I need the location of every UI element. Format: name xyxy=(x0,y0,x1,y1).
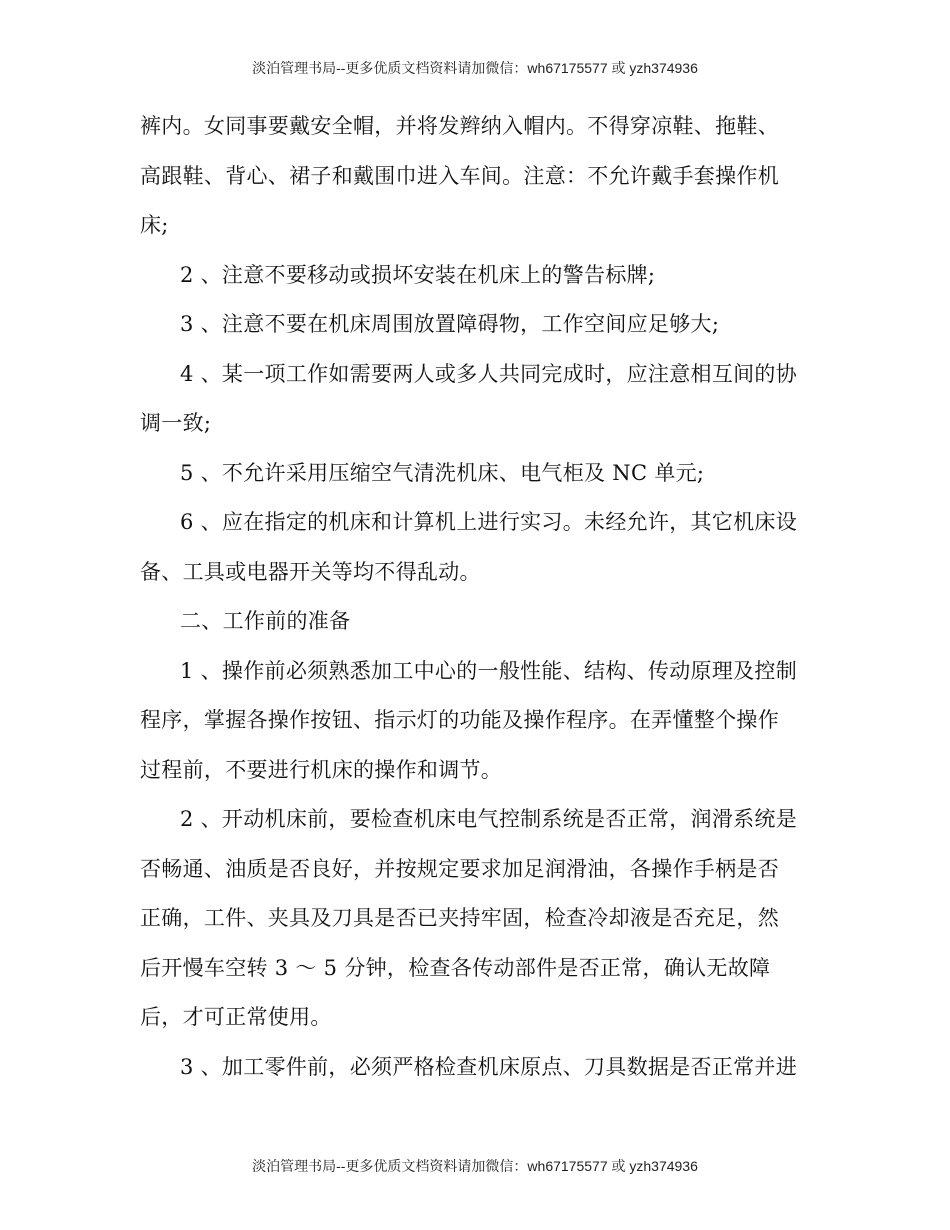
text-line: 后，才可正常使用。 xyxy=(140,1005,332,1029)
text-line: 3 、加工零件前，必须严格检查机床原点、刀具数据是否正常并进 xyxy=(180,1054,798,1079)
text-line: 二、工作前的准备 xyxy=(180,609,351,633)
text-line: 调一致; xyxy=(140,411,212,435)
text-line: 6 、应在指定的机床和计算机上进行实习。未经允许，其它机床设 xyxy=(180,510,798,534)
page-footer: 淡泊管理书局--更多优质文档资料请加微信：wh67175577 或 yzh374936 xyxy=(252,1158,698,1174)
text-line: 1 、操作前必须熟悉加工中心的一般性能、结构、传动原理及控制 xyxy=(180,658,798,683)
text-line: 后开慢车空转 3 ～ 5 分钟，检查各传动部件是否正常，确认无故障 xyxy=(140,955,771,980)
text-line: 正确，工件、夹具及刀具是否已夹持牢固，检查冷却液是否充足，然 xyxy=(140,906,779,930)
page-header: 淡泊管理书局--更多优质文档资料请加微信：wh67175577 或 yzh374936 xyxy=(252,60,698,76)
text-line: 过程前，不要进行机床的操作和调节。 xyxy=(140,757,503,782)
text-line: 程序，掌握各操作按钮、指示灯的功能及操作程序。在弄懂整个操作 xyxy=(140,708,779,732)
text-line: 高跟鞋、背心、裙子和戴围巾进入车间。注意：不允许戴手套操作机 xyxy=(140,163,779,188)
text-line: 3 、注意不要在机床周围放置障碍物，工作空间应足够大; xyxy=(180,312,720,336)
text-line: 备、工具或电器开关等均不得乱动。 xyxy=(140,559,481,584)
text-line: 2 、注意不要移动或损坏安装在机床上的警告标牌; xyxy=(180,262,656,287)
document-body xyxy=(140,102,820,1092)
text-line: 床; xyxy=(140,213,169,237)
text-line: 4 、某一项工作如需要两人或多人共同完成时，应注意相互间的协 xyxy=(180,361,798,386)
text-line: 裤内。女同事要戴安全帽，并将发辫纳入帽内。不得穿凉鞋、拖鞋、 xyxy=(140,114,779,138)
text-line: 5 、不允许采用压缩空气清洗机床、电气柜及 NC 单元; xyxy=(180,460,705,485)
text-line: 否畅通、油质是否良好，并按规定要求加足润滑油，各操作手柄是否 xyxy=(140,856,779,881)
text-line: 2 、开动机床前，要检查机床电气控制系统是否正常，润滑系统是 xyxy=(180,807,798,831)
